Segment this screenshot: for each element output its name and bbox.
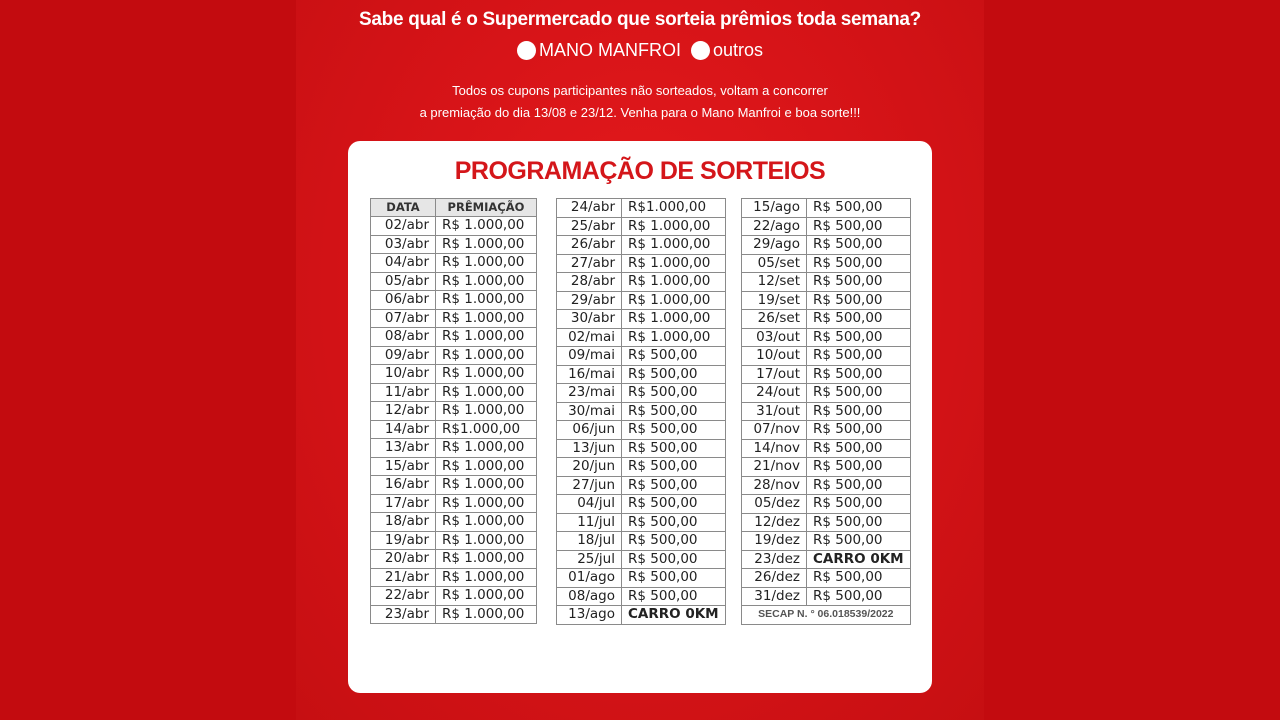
table-row bbox=[742, 217, 911, 236]
table-row bbox=[371, 235, 537, 254]
table-row bbox=[742, 421, 911, 440]
answer-options bbox=[296, 40, 984, 61]
draw-date: 10/abr bbox=[371, 365, 436, 384]
option-label: outros bbox=[712, 40, 764, 60]
schedule-table-1 bbox=[370, 198, 537, 624]
table-row bbox=[557, 236, 726, 255]
draw-prize: CARRO 0KM bbox=[807, 550, 911, 569]
draw-prize: R$ 1.000,00 bbox=[436, 457, 537, 476]
draw-prize: R$ 1.000,00 bbox=[622, 328, 726, 347]
table-row bbox=[742, 495, 911, 514]
table-row bbox=[742, 384, 911, 403]
draw-date: 07/abr bbox=[371, 309, 436, 328]
table-row bbox=[742, 310, 911, 329]
draw-date: 13/abr bbox=[371, 439, 436, 458]
draw-prize: R$ 1.000,00 bbox=[436, 587, 537, 606]
draw-prize: R$ 1.000,00 bbox=[436, 531, 537, 550]
table-row bbox=[742, 476, 911, 495]
draw-prize: R$ 500,00 bbox=[807, 402, 911, 421]
draw-date: 11/jul bbox=[557, 513, 622, 532]
draw-prize: R$1.000,00 bbox=[436, 420, 537, 439]
draw-prize: R$ 1.000,00 bbox=[436, 402, 537, 421]
promo-note bbox=[296, 80, 984, 124]
table-row bbox=[742, 199, 911, 218]
draw-date: 02/abr bbox=[371, 217, 436, 236]
table-row bbox=[371, 568, 537, 587]
table-row bbox=[557, 550, 726, 569]
table-row bbox=[557, 384, 726, 403]
draw-prize: R$ 1.000,00 bbox=[622, 217, 726, 236]
table-row bbox=[557, 569, 726, 588]
draw-date: 31/out bbox=[742, 402, 807, 421]
table-row bbox=[742, 291, 911, 310]
schedule-table-3 bbox=[741, 198, 911, 625]
table-row bbox=[742, 328, 911, 347]
table-row bbox=[557, 328, 726, 347]
table-row bbox=[371, 346, 537, 365]
draw-date: 25/jul bbox=[557, 550, 622, 569]
draw-prize: R$ 500,00 bbox=[622, 569, 726, 588]
draw-date: 14/abr bbox=[371, 420, 436, 439]
draw-prize: R$ 500,00 bbox=[807, 365, 911, 384]
table-row bbox=[371, 254, 537, 273]
draw-date: 12/abr bbox=[371, 402, 436, 421]
radio-circle-icon bbox=[691, 41, 710, 60]
column-header-prize: PRÊMIAÇÃO bbox=[436, 199, 537, 217]
draw-prize: R$ 1.000,00 bbox=[622, 273, 726, 292]
draw-date: 09/mai bbox=[557, 347, 622, 366]
draw-prize: R$ 500,00 bbox=[622, 365, 726, 384]
draw-date: 07/nov bbox=[742, 421, 807, 440]
draw-date: 17/out bbox=[742, 365, 807, 384]
table-row bbox=[371, 476, 537, 495]
table-row bbox=[557, 532, 726, 551]
table-row bbox=[742, 402, 911, 421]
draw-date: 18/abr bbox=[371, 513, 436, 532]
option-label: MANO MANFROI bbox=[538, 40, 681, 60]
draw-date: 02/mai bbox=[557, 328, 622, 347]
table-row bbox=[557, 421, 726, 440]
note-line: Todos os cupons participantes não sorteados, voltam a concorrer bbox=[452, 83, 828, 98]
draw-date: 14/nov bbox=[742, 439, 807, 458]
draw-date: 17/abr bbox=[371, 494, 436, 513]
table-row bbox=[557, 606, 726, 625]
draw-date: 05/set bbox=[742, 254, 807, 273]
draw-date: 15/ago bbox=[742, 199, 807, 218]
radio-circle-icon bbox=[517, 41, 536, 60]
table-row bbox=[371, 457, 537, 476]
option-mano-manfroi[interactable] bbox=[517, 40, 681, 61]
table-row bbox=[371, 531, 537, 550]
table-row bbox=[557, 458, 726, 477]
table-row bbox=[742, 569, 911, 588]
draw-date: 20/abr bbox=[371, 550, 436, 569]
draw-prize: R$ 1.000,00 bbox=[622, 254, 726, 273]
draw-date: 24/abr bbox=[557, 199, 622, 218]
draw-prize: CARRO 0KM bbox=[622, 606, 726, 625]
table-row bbox=[557, 439, 726, 458]
draw-date: 12/set bbox=[742, 273, 807, 292]
draw-date: 23/dez bbox=[742, 550, 807, 569]
draw-prize: R$ 1.000,00 bbox=[436, 254, 537, 273]
table-row bbox=[371, 217, 537, 236]
draw-date: 04/abr bbox=[371, 254, 436, 273]
table-row bbox=[557, 495, 726, 514]
table-row bbox=[557, 291, 726, 310]
draw-prize: R$ 500,00 bbox=[807, 254, 911, 273]
draw-date: 18/jul bbox=[557, 532, 622, 551]
draw-prize: R$ 500,00 bbox=[807, 587, 911, 606]
table-row bbox=[371, 383, 537, 402]
draw-date: 06/jun bbox=[557, 421, 622, 440]
table-row bbox=[371, 291, 537, 310]
secap-number: SECAP N. ° 06.018539/2022 bbox=[742, 606, 911, 625]
draw-prize: R$ 500,00 bbox=[622, 421, 726, 440]
draw-prize: R$ 1.000,00 bbox=[622, 236, 726, 255]
table-row bbox=[742, 254, 911, 273]
draw-prize: R$ 500,00 bbox=[807, 513, 911, 532]
table-row bbox=[371, 420, 537, 439]
table-row bbox=[371, 309, 537, 328]
draw-date: 13/jun bbox=[557, 439, 622, 458]
draw-prize: R$ 1.000,00 bbox=[622, 291, 726, 310]
draw-date: 08/ago bbox=[557, 587, 622, 606]
table-row bbox=[742, 439, 911, 458]
draw-prize: R$ 1.000,00 bbox=[436, 346, 537, 365]
draw-prize: R$ 500,00 bbox=[622, 532, 726, 551]
table-row bbox=[557, 217, 726, 236]
draw-date: 10/out bbox=[742, 347, 807, 366]
table-row bbox=[371, 587, 537, 606]
table-row bbox=[557, 587, 726, 606]
draw-date: 19/dez bbox=[742, 532, 807, 551]
draw-prize: R$ 1.000,00 bbox=[436, 217, 537, 236]
draw-prize: R$ 1.000,00 bbox=[436, 568, 537, 587]
draw-prize: R$ 1.000,00 bbox=[436, 365, 537, 384]
table-row bbox=[557, 476, 726, 495]
draw-prize: R$ 500,00 bbox=[622, 476, 726, 495]
table-row bbox=[742, 458, 911, 477]
draw-date: 03/out bbox=[742, 328, 807, 347]
table-row bbox=[557, 254, 726, 273]
draw-prize: R$1.000,00 bbox=[622, 199, 726, 218]
draw-prize: R$ 1.000,00 bbox=[622, 310, 726, 329]
draw-date: 19/abr bbox=[371, 531, 436, 550]
table-row bbox=[742, 236, 911, 255]
secap-row bbox=[742, 606, 911, 625]
draw-prize: R$ 500,00 bbox=[622, 384, 726, 403]
draw-prize: R$ 1.000,00 bbox=[436, 550, 537, 569]
table-row bbox=[371, 365, 537, 384]
table-header-row bbox=[371, 199, 537, 217]
draw-prize: R$ 500,00 bbox=[622, 347, 726, 366]
draw-date: 19/set bbox=[742, 291, 807, 310]
draw-date: 21/nov bbox=[742, 458, 807, 477]
table-row bbox=[557, 365, 726, 384]
draw-date: 27/jun bbox=[557, 476, 622, 495]
draw-prize: R$ 500,00 bbox=[622, 458, 726, 477]
draw-date: 23/abr bbox=[371, 605, 436, 624]
table-row bbox=[557, 310, 726, 329]
table-row bbox=[742, 550, 911, 569]
draw-date: 09/abr bbox=[371, 346, 436, 365]
draw-date: 29/abr bbox=[557, 291, 622, 310]
table-row bbox=[742, 532, 911, 551]
draw-prize: R$ 1.000,00 bbox=[436, 513, 537, 532]
draw-prize: R$ 1.000,00 bbox=[436, 328, 537, 347]
draw-date: 01/ago bbox=[557, 569, 622, 588]
draw-prize: R$ 1.000,00 bbox=[436, 235, 537, 254]
draw-prize: R$ 500,00 bbox=[622, 550, 726, 569]
draw-prize: R$ 1.000,00 bbox=[436, 291, 537, 310]
table-row bbox=[742, 365, 911, 384]
column-header-date: DATA bbox=[371, 199, 436, 217]
draw-date: 12/dez bbox=[742, 513, 807, 532]
draw-date: 31/dez bbox=[742, 587, 807, 606]
table-row bbox=[557, 347, 726, 366]
draw-date: 22/abr bbox=[371, 587, 436, 606]
draw-date: 08/abr bbox=[371, 328, 436, 347]
table-row bbox=[557, 199, 726, 218]
draw-prize: R$ 500,00 bbox=[807, 569, 911, 588]
draw-prize: R$ 500,00 bbox=[807, 236, 911, 255]
draw-date: 30/mai bbox=[557, 402, 622, 421]
draw-date: 11/abr bbox=[371, 383, 436, 402]
schedule-card bbox=[348, 141, 932, 693]
schedule-table-2 bbox=[556, 198, 726, 625]
table-row bbox=[742, 273, 911, 292]
table-row bbox=[742, 513, 911, 532]
draw-date: 29/ago bbox=[742, 236, 807, 255]
draw-prize: R$ 500,00 bbox=[622, 439, 726, 458]
background-left bbox=[0, 0, 296, 720]
draw-prize: R$ 500,00 bbox=[807, 328, 911, 347]
table-row bbox=[557, 273, 726, 292]
schedule-title: PROGRAMAÇÃO DE SORTEIOS bbox=[454, 157, 826, 185]
draw-date: 04/jul bbox=[557, 495, 622, 514]
draw-date: 20/jun bbox=[557, 458, 622, 477]
table-row bbox=[371, 439, 537, 458]
draw-prize: R$ 500,00 bbox=[622, 587, 726, 606]
draw-prize: R$ 500,00 bbox=[807, 495, 911, 514]
table-row bbox=[742, 587, 911, 606]
draw-date: 16/abr bbox=[371, 476, 436, 495]
note-line: a premiação do dia 13/08 e 23/12. Venha para o Mano Manfroi e boa sorte!!! bbox=[419, 105, 861, 120]
background-right bbox=[984, 0, 1280, 720]
draw-prize: R$ 1.000,00 bbox=[436, 309, 537, 328]
draw-date: 05/abr bbox=[371, 272, 436, 291]
draw-date: 13/ago bbox=[557, 606, 622, 625]
table-row bbox=[742, 347, 911, 366]
table-row bbox=[371, 402, 537, 421]
draw-prize: R$ 500,00 bbox=[807, 532, 911, 551]
header-question: Sabe qual é o Supermercado que sorteia prêmios toda semana? bbox=[359, 9, 921, 30]
table-row bbox=[371, 494, 537, 513]
draw-date: 23/mai bbox=[557, 384, 622, 403]
draw-prize: R$ 500,00 bbox=[622, 402, 726, 421]
draw-prize: R$ 1.000,00 bbox=[436, 272, 537, 291]
draw-date: 05/dez bbox=[742, 495, 807, 514]
draw-prize: R$ 500,00 bbox=[807, 439, 911, 458]
option-outros[interactable] bbox=[691, 40, 763, 61]
draw-date: 28/nov bbox=[742, 476, 807, 495]
draw-date: 15/abr bbox=[371, 457, 436, 476]
draw-prize: R$ 500,00 bbox=[807, 310, 911, 329]
draw-prize: R$ 500,00 bbox=[622, 513, 726, 532]
draw-date: 28/abr bbox=[557, 273, 622, 292]
table-row bbox=[371, 513, 537, 532]
table-row bbox=[557, 513, 726, 532]
draw-prize: R$ 500,00 bbox=[807, 291, 911, 310]
draw-prize: R$ 1.000,00 bbox=[436, 476, 537, 495]
draw-date: 26/dez bbox=[742, 569, 807, 588]
draw-prize: R$ 500,00 bbox=[807, 421, 911, 440]
draw-date: 03/abr bbox=[371, 235, 436, 254]
draw-prize: R$ 1.000,00 bbox=[436, 439, 537, 458]
table-row bbox=[371, 550, 537, 569]
draw-prize: R$ 1.000,00 bbox=[436, 605, 537, 624]
draw-prize: R$ 500,00 bbox=[807, 476, 911, 495]
table-row bbox=[371, 272, 537, 291]
table-row bbox=[371, 328, 537, 347]
draw-prize: R$ 500,00 bbox=[807, 347, 911, 366]
draw-date: 22/ago bbox=[742, 217, 807, 236]
draw-prize: R$ 500,00 bbox=[807, 458, 911, 477]
draw-date: 16/mai bbox=[557, 365, 622, 384]
draw-date: 24/out bbox=[742, 384, 807, 403]
table-row bbox=[371, 605, 537, 624]
draw-prize: R$ 500,00 bbox=[807, 217, 911, 236]
draw-prize: R$ 500,00 bbox=[622, 495, 726, 514]
draw-date: 26/abr bbox=[557, 236, 622, 255]
table-row bbox=[557, 402, 726, 421]
draw-prize: R$ 500,00 bbox=[807, 384, 911, 403]
draw-date: 06/abr bbox=[371, 291, 436, 310]
draw-date: 27/abr bbox=[557, 254, 622, 273]
draw-prize: R$ 1.000,00 bbox=[436, 383, 537, 402]
draw-date: 25/abr bbox=[557, 217, 622, 236]
draw-date: 30/abr bbox=[557, 310, 622, 329]
draw-date: 26/set bbox=[742, 310, 807, 329]
draw-prize: R$ 1.000,00 bbox=[436, 494, 537, 513]
draw-prize: R$ 500,00 bbox=[807, 273, 911, 292]
draw-date: 21/abr bbox=[371, 568, 436, 587]
draw-prize: R$ 500,00 bbox=[807, 199, 911, 218]
